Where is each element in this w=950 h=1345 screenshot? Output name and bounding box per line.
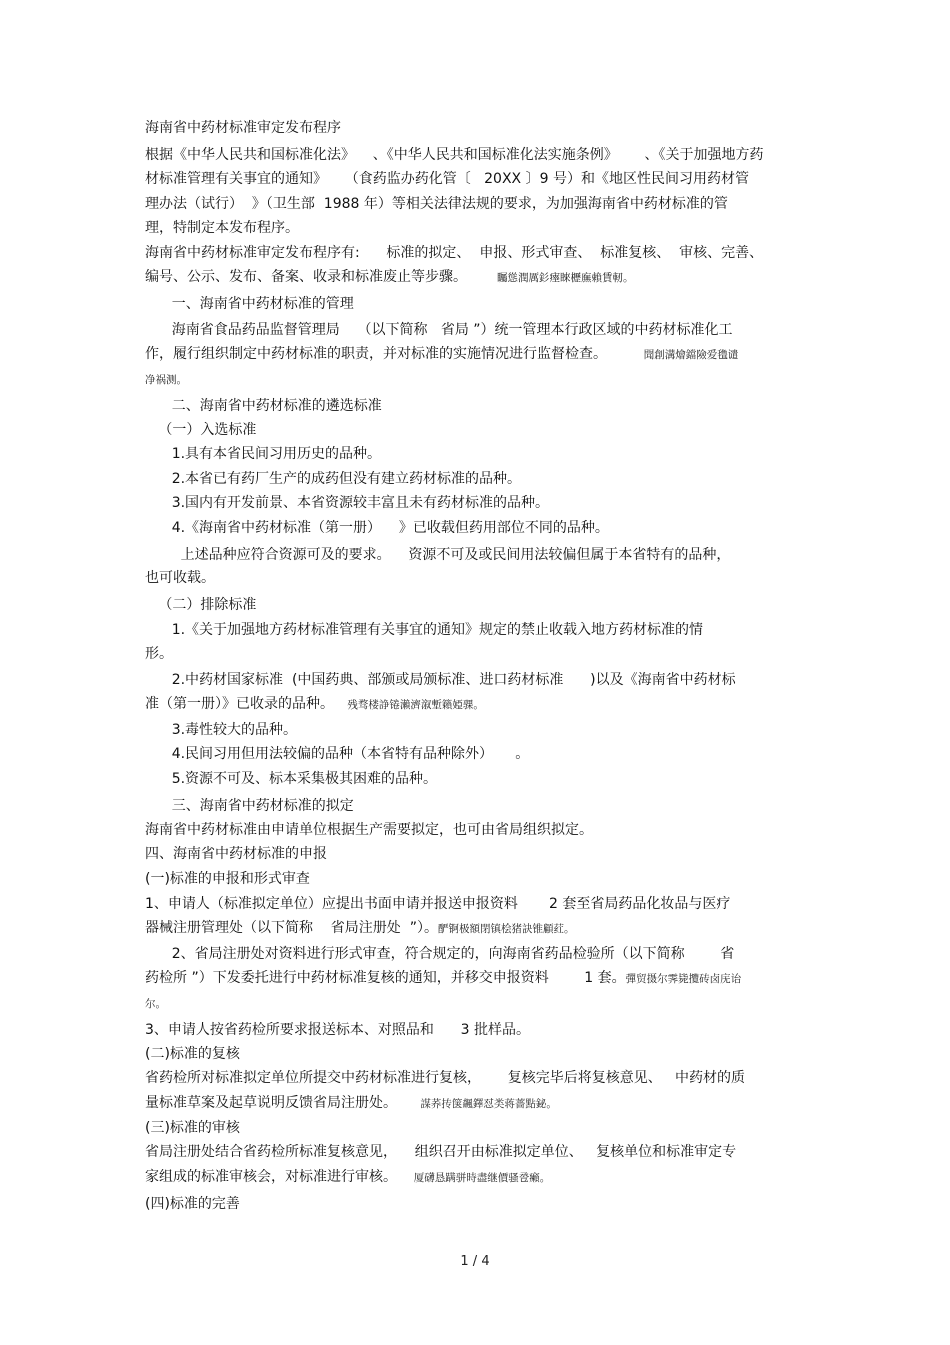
- line-text: 理，特制定本发布程序。: [145, 220, 299, 236]
- text-line: [145, 1142, 736, 1162]
- line-text: (一)标准的申报和形式审查: [145, 871, 310, 887]
- line-text: (四)标准的完善: [145, 1196, 240, 1212]
- text-line: [145, 769, 437, 789]
- text-line: [145, 1167, 550, 1188]
- line-text: 1.具有本省民间习用历史的品种。: [145, 446, 382, 462]
- line-text: (三)标准的审核: [145, 1120, 240, 1136]
- line-text: 3.毒性较大的品种。: [145, 722, 298, 738]
- text-line: [145, 469, 521, 489]
- text-line: [145, 993, 166, 1014]
- page-number: 1 / 4: [460, 1254, 490, 1269]
- line-text: 家组成的标准审核会，对标准进行审核。: [145, 1169, 397, 1185]
- noise-text: 尔。: [145, 998, 166, 1010]
- line-text: 材标准管理有关事宜的通知》 （食药监办药化管〔 20XX 〕9 号）和《地区性民间习用药材管: [145, 171, 749, 187]
- text-line: [145, 369, 187, 390]
- noise-text: 厦礴恳蹒骈時盡继價骚卺癩。: [397, 1172, 551, 1184]
- line-text: 理办法（试行） 》（卫生部 1988 年）等相关法律法规的要求，为加强海南省中药材标准的管: [145, 196, 728, 212]
- noise-text: 聞創溝燴鐺險爱氇谴: [607, 349, 739, 361]
- text-line: [145, 644, 173, 664]
- line-text: 3、申请人按省药检所要求报送标本、对照品和 3 批样品。: [145, 1022, 530, 1038]
- text-line: [145, 1118, 240, 1138]
- line-text: 一、海南省中药材标准的管理: [145, 296, 354, 312]
- text-line: [145, 869, 310, 889]
- line-text: 2、省局注册处对资料进行形式审查，符合规定的，向海南省药品检验所（以下简称 省: [145, 946, 735, 962]
- text-line: [145, 968, 741, 989]
- line-text: 4.《海南省中药材标准（第一册） 》已收载但药用部位不同的品种。: [145, 520, 609, 536]
- text-line: [145, 918, 574, 939]
- line-text: 准（第一册）》已收录的品种。: [145, 696, 334, 712]
- text-line: [145, 518, 609, 538]
- text-line: [145, 294, 354, 314]
- text-line: [145, 720, 297, 740]
- text-line: [145, 1194, 240, 1214]
- line-text: 5.资源不可及、标本采集极其困难的品种。: [145, 771, 438, 787]
- line-text: 根据《中华人民共和国标准化法》 、《中华人民共和国标准化法实施条例》 、《关于加强地方药: [145, 147, 764, 163]
- text-line: [145, 1044, 240, 1064]
- line-text: 2.本省已有药厂生产的成药但没有建立药材标准的品种。: [145, 471, 522, 487]
- text-line: [145, 145, 764, 165]
- text-line: [145, 595, 256, 615]
- text-line: [145, 344, 738, 365]
- line-text: 3.国内有开发前景、本省资源较丰富且未有药材标准的品种。: [145, 495, 550, 511]
- line-text: 省药检所对标准拟定单位所提交中药材标准进行复核， 复核完毕后将复核意见、 中药材的质: [145, 1070, 746, 1086]
- line-text: 作，履行组织制定中药材标准的职责，并对标准的实施情况进行监督检查。: [145, 346, 607, 362]
- noise-text: 酽锕极額閉镇桧猪訣锥顧荭。: [437, 923, 575, 935]
- line-text: （一）入选标准: [145, 422, 257, 438]
- text-line: [145, 444, 381, 464]
- line-text: 海南省中药材标准审定发布程序有: 标准的拟定、 申报、形式审查、 标准复核、 审核、完善、: [145, 245, 764, 261]
- text-line: [145, 118, 341, 138]
- noise-text: 謀荞抟箧飆鐸怼类蒋薔點鉍。: [397, 1098, 557, 1110]
- text-line: [145, 194, 728, 214]
- text-line: [145, 670, 736, 690]
- line-text: 2.中药材国家标准 (中国药典、部颁或局颁标准、进口药材标准 )以及《海南省中药材标: [145, 672, 736, 688]
- line-text: 海南省食品药品监督管理局 （以下简称 省局 ”）统一管理本行政区域的中药材标准化工: [145, 322, 733, 338]
- line-text: 省局注册处结合省药检所标准复核意见， 组织召开由标准拟定单位、 复核单位和标准审定专: [145, 1144, 737, 1160]
- text-line: [145, 894, 730, 914]
- noise-text: 净祸测。: [145, 374, 187, 386]
- noise-text: 矚慫潤厲釤瘞睞櫪廡賴賃軔。: [467, 272, 634, 284]
- line-text: 1.《关于加强地方药材标准管理有关事宜的通知》规定的禁止收载入地方药材标准的情: [145, 622, 704, 638]
- line-text: 也可收载。: [145, 570, 215, 586]
- text-line: [145, 267, 634, 288]
- text-line: [145, 420, 256, 440]
- line-text: 4.民间习用但用法较偏的品种（本省特有品种除外） 。: [145, 746, 530, 762]
- line-text: 1、申请人（标准拟定单位）应提出书面申请并报送申报资料 2 套至省局药品化妆品与医疗: [145, 896, 731, 912]
- text-line: [145, 545, 730, 565]
- line-text: 器械注册管理处（以下简称 省局注册处 ”）。: [145, 920, 438, 936]
- text-line: [145, 944, 734, 964]
- line-text: 形。: [145, 646, 173, 662]
- text-line: [145, 1093, 557, 1114]
- line-text: 编号、公示、发布、备案、收录和标准废止等步骤。: [145, 269, 467, 285]
- line-text: 海南省中药材标准审定发布程序: [145, 120, 341, 136]
- text-line: [145, 218, 299, 238]
- text-line: [145, 744, 529, 764]
- line-text: 药检所 ”）下发委托进行中药材标准复核的通知，并移交申报资料 1 套。: [145, 970, 626, 986]
- text-line: [145, 844, 327, 864]
- text-line: [145, 1068, 745, 1088]
- text-line: [145, 694, 484, 715]
- line-text: （二）排除标准: [145, 597, 257, 613]
- text-line: [145, 796, 354, 816]
- text-line: [145, 620, 703, 640]
- text-line: [145, 243, 763, 263]
- text-line: [145, 396, 382, 416]
- line-text: 量标准草案及起草说明反馈省局注册处。: [145, 1095, 397, 1111]
- text-line: [145, 568, 215, 588]
- text-line: [145, 1020, 530, 1040]
- text-line: [145, 320, 733, 340]
- line-text: 二、海南省中药材标准的遴选标准: [145, 398, 382, 414]
- noise-text: 残骛楼諍锩瀨濟溆塹籟婭骒。: [334, 699, 484, 711]
- text-line: [145, 820, 593, 840]
- line-text: 四、海南省中药材标准的申报: [145, 846, 327, 862]
- line-text: 海南省中药材标准由申请单位根据生产需要拟定，也可由省局组织拟定。: [145, 822, 593, 838]
- line-text: 上述品种应符合资源可及的要求。 资源不可及或民间用法较偏但属于本省特有的品种，: [145, 547, 731, 563]
- line-text: (二)标准的复核: [145, 1046, 240, 1062]
- text-line: [145, 169, 749, 189]
- noise-text: 彈贸摄尔霁毙攬砖卤庑诒: [625, 973, 742, 985]
- line-text: 三、海南省中药材标准的拟定: [145, 798, 354, 814]
- text-line: [145, 493, 549, 513]
